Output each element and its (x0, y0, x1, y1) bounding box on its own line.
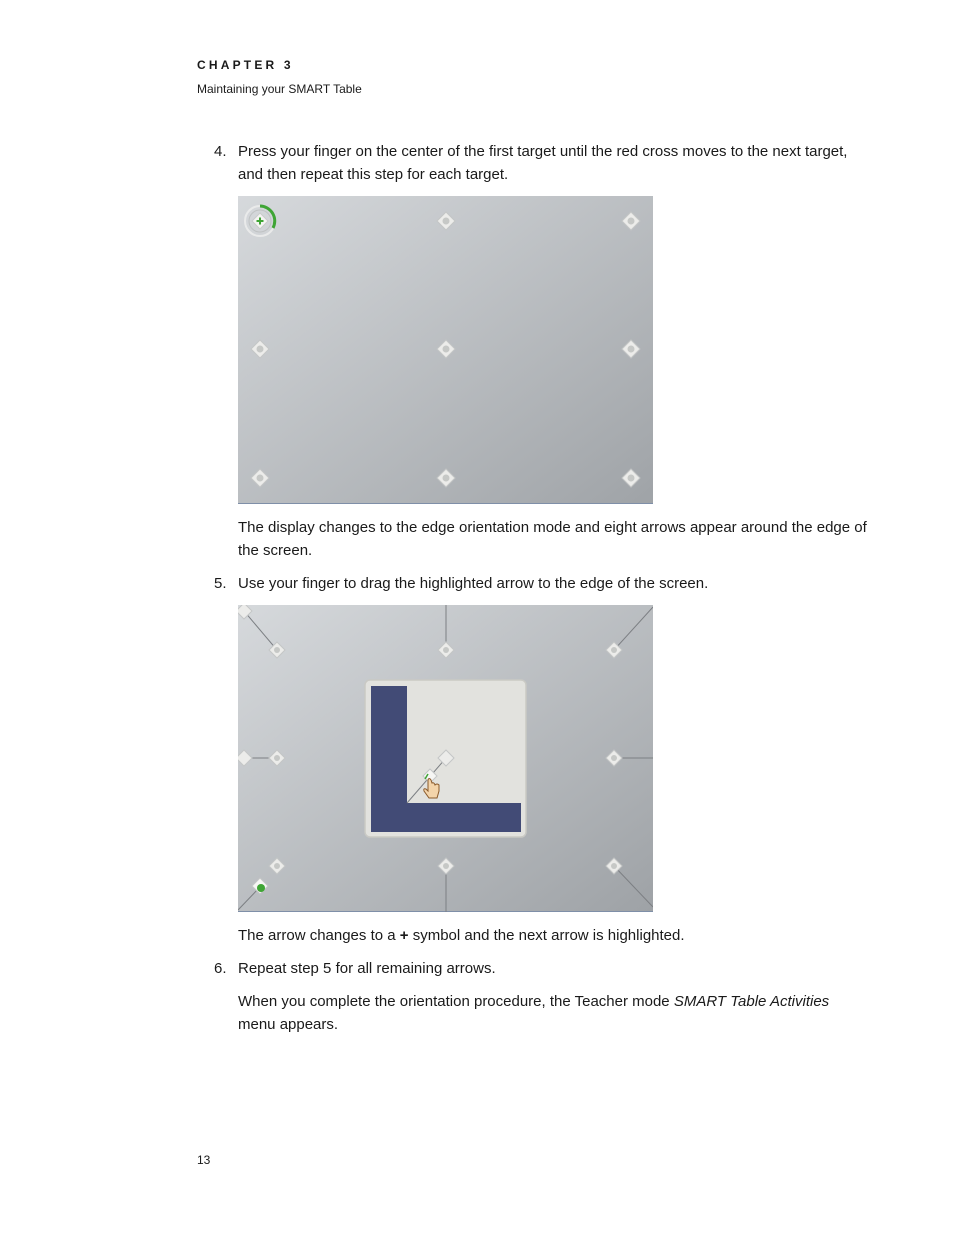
active-target-icon (245, 206, 275, 236)
chapter-label: CHAPTER 3 (197, 58, 294, 72)
paragraph-arrow-changes (238, 924, 868, 947)
text-fragment: symbol and the next arrow is highlighted. (412, 927, 685, 944)
text-fragment: menu appears. (238, 1016, 339, 1033)
step-number: 5. (214, 575, 227, 592)
paragraph-menu-appears (238, 990, 848, 1036)
calibration-targets-screenshot (238, 196, 653, 504)
chapter-title: Maintaining your SMART Table (197, 82, 362, 96)
instruction-panel (365, 680, 526, 837)
step-text: Use your finger to drag the highlighted arrow to the edge of the screen. (238, 575, 709, 592)
text-fragment: The arrow changes to a (238, 927, 396, 944)
paragraph-edge-orientation: The display changes to the edge orientation mode and eight arrows appear around the edge of the screen. (238, 519, 867, 559)
edge-orientation-screenshot (238, 605, 653, 912)
step-number: 6. (214, 960, 227, 977)
step-text: Press your finger on the center of the first target until the red cross moves to the next target, and then repeat this step for each target. (238, 143, 848, 183)
text-fragment: When you complete the orientation procedure, the Teacher mode (238, 993, 670, 1010)
product-name: SMART Table Activities (673, 993, 830, 1010)
step-number: 4. (214, 143, 227, 160)
step-text: Repeat step 5 for all remaining arrows. (238, 960, 496, 977)
plus-symbol: + (399, 927, 409, 944)
page-number: 13 (197, 1153, 211, 1167)
